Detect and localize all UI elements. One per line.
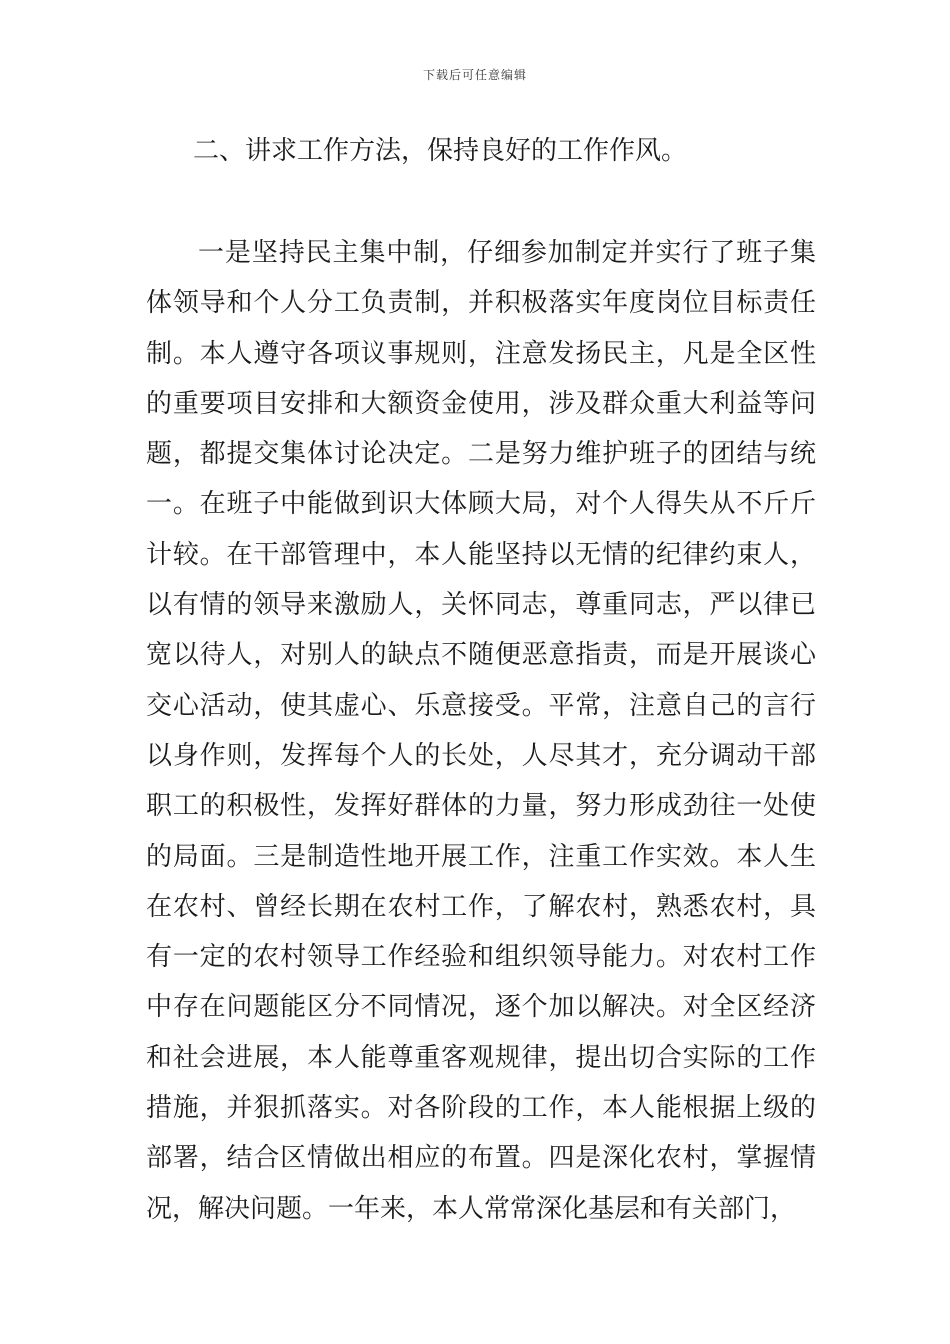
section-heading: 二、讲求工作方法，保持良好的工作作风。 xyxy=(193,136,688,166)
body-paragraph: 一是坚持民主集中制，仔细参加制定并实行了班子集体领导和个人分工负责制，并积极落实年度岗位目标责任制。本人遵守各项议事规则，注意发扬民主，凡是全区性的重要项目安排和大额资金使用，涉及群众重大利益等问题，都提交集体讨论决定。二是努力维护班子的团结与统一。在班子中能做到识大体顾大局，对个人得失从不斤斤计较。在干部管理中，本人能坚持以无情的纪律约束人，以有情的领导来激励人，关怀同志，尊重同志，严以律已宽以待人，对别人的缺点不随便恶意指责，而是开展谈心交心活动，使其虚心、乐意接受。平常，注意自己的言行以身作则，发挥每个人的长处，人尽其才，充分调动干部职工的积极性，发挥好群体的力量，努力形成劲往一处使的局面。三是制造性地开展工作，注重工作实效。本人生在农村、曾经长期在农村工作，了解农村，熟悉农村，具有一定的农村领导工作经验和组织领导能力。对农村工作中存在问题能区分不同情况，逐个加以解决。对全区经济和社会进展，本人能尊重客观规律，提出切合实际的工作措施，并狠抓落实。对各阶段的工作，本人能根据上级的部署，结合区情做出相应的布置。四是深化农村，掌握情况，解决问题。一年来，本人常常深化基层和有关部门， xyxy=(146,238,816,1224)
header-note: 下载后可任意编辑 xyxy=(422,68,527,82)
